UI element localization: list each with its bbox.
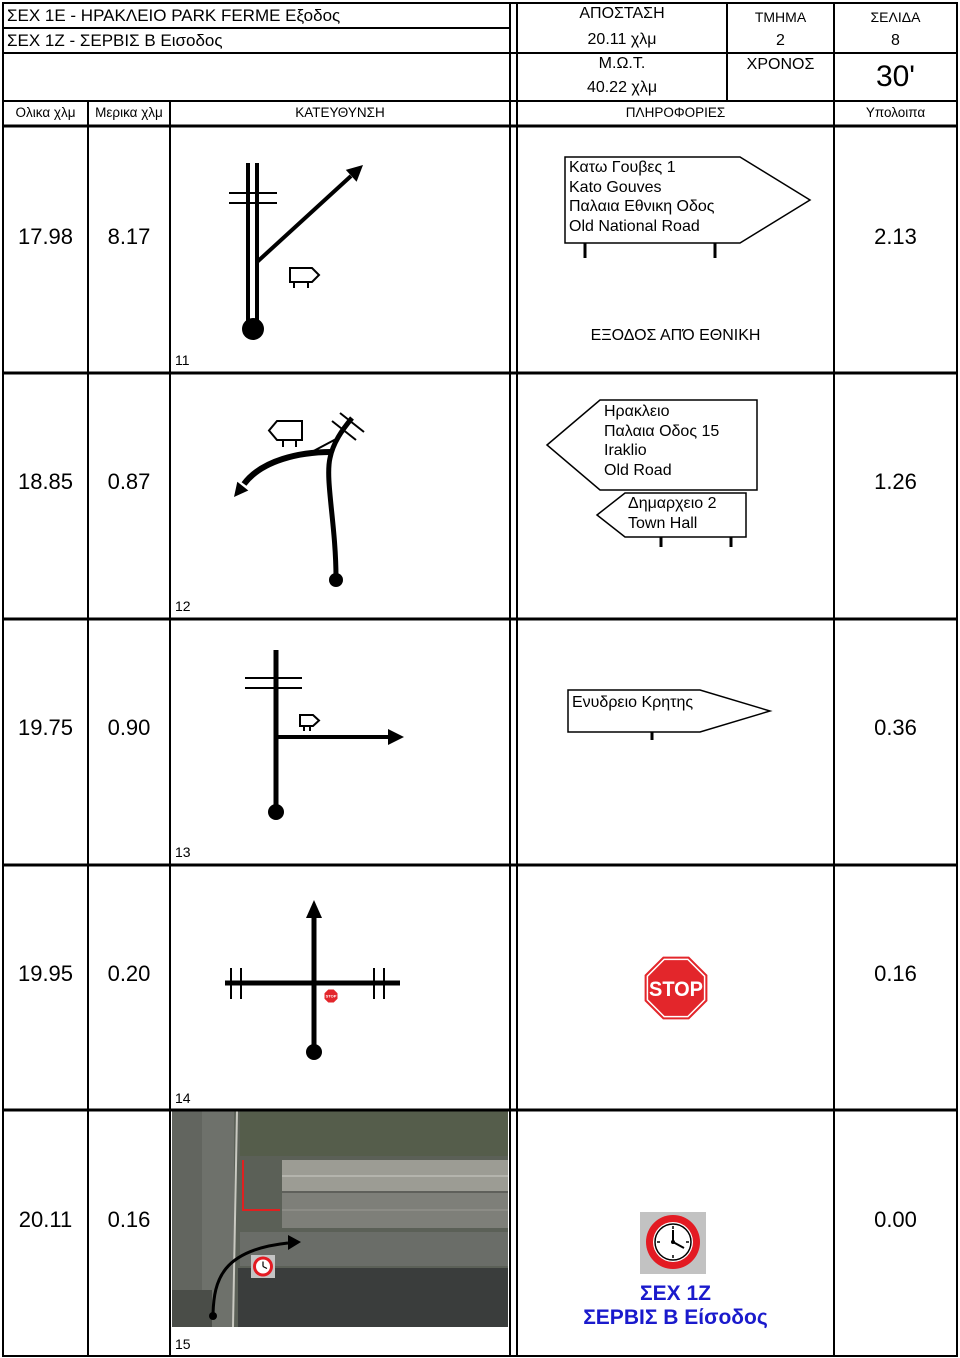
direction-arrowhead — [306, 900, 322, 918]
partial-km: 0.87 — [107, 469, 151, 494]
sign-line: Town Hall — [628, 514, 698, 532]
partial-km: 0.90 — [107, 715, 151, 740]
remaining-km: 0.36 — [874, 715, 917, 740]
remaining-km: 2.13 — [874, 224, 917, 249]
sign-line: Iraklio — [604, 442, 647, 459]
direction-arrowhead — [388, 729, 404, 745]
sign-line: Old Road — [604, 461, 672, 479]
route-start-dot — [209, 1312, 217, 1320]
avg-speed-value: 40.22 χλμ — [586, 79, 658, 96]
row-13-direction-diagram — [245, 650, 404, 820]
total-km: 18.85 — [17, 469, 74, 494]
direction-arrow-shaft — [244, 452, 331, 484]
sign-line: Δημαρχειο 2 — [628, 495, 717, 512]
row-14-direction-diagram — [225, 900, 400, 1060]
column-remaining: Υπολοιπα — [865, 105, 926, 120]
column-info: ΠΛΗΡΟΦΟΡΙΕΣ — [625, 105, 726, 120]
total-km: 20.11 — [18, 1207, 73, 1232]
direction-arrow-shaft — [257, 176, 351, 262]
sign-line: Παλαια Εθνικη Οδος — [569, 198, 715, 215]
road-sign-right-icon — [290, 268, 319, 288]
column-total-km: Ολικα χλμ — [15, 105, 76, 120]
section-value: 2 — [776, 32, 785, 49]
sign-line: Ηρακλειο — [604, 403, 670, 420]
section-label: ΤΜΗΜΑ — [754, 9, 807, 25]
sign-line: Kato Gouves — [569, 178, 662, 196]
stop-sign-icon — [645, 957, 708, 1020]
row-number: 13 — [175, 844, 191, 860]
start-dot — [329, 573, 343, 587]
row-number: 15 — [175, 1336, 191, 1352]
column-direction: ΚΑΤΕΥΘΥΝΣΗ — [295, 105, 385, 120]
partial-km: 8.17 — [107, 224, 151, 249]
time-label: ΧΡΟΝΟΣ — [746, 56, 815, 73]
sign-text — [569, 158, 715, 236]
control-subtitle: ΣΕΡΒΙΣ Β Είσοδος — [583, 1306, 768, 1329]
row-12-direction-diagram — [234, 413, 364, 587]
stage-start-title: ΣΕΧ 1Ε - ΗΡΑΚΛΕΙΟ PARK FERME Εξοδος — [7, 6, 341, 25]
partial-km: 0.20 — [107, 961, 151, 986]
sign-line: Old National Road — [569, 217, 700, 235]
start-dot — [242, 318, 264, 340]
sign-line: Παλαια Οδος 15 — [604, 422, 720, 440]
column-partial-km: Μερικα χλμ — [95, 105, 163, 120]
time-control-clock-icon — [640, 1212, 706, 1274]
avg-speed-label: Μ.Ω.Τ. — [598, 55, 646, 72]
road-sign-right-icon — [300, 715, 319, 731]
distance-value: 20.11 χλμ — [587, 31, 657, 48]
time-value: 30' — [875, 60, 916, 93]
page-value: 8 — [891, 32, 900, 49]
sign-line: Ενυδρειο Κρητης — [572, 694, 694, 711]
remaining-km: 1.26 — [874, 469, 917, 494]
remaining-km: 0.00 — [874, 1207, 917, 1232]
sign-text — [604, 402, 719, 480]
clock-icon-small — [251, 1255, 275, 1278]
stage-end-title: ΣΕΧ 1Ζ - ΣΕΡΒΙΣ Β Εισοδος — [7, 31, 223, 50]
start-dot — [268, 804, 284, 820]
partial-km: 0.16 — [107, 1207, 151, 1232]
row-number: 12 — [175, 598, 191, 614]
sign-text — [572, 693, 693, 713]
row-number: 14 — [175, 1090, 191, 1106]
page-label: ΣΕΛΙΔΑ — [870, 9, 921, 25]
control-title: ΣΕΧ 1Ζ — [640, 1282, 711, 1305]
start-dot — [306, 1044, 322, 1060]
total-km: 19.95 — [17, 961, 74, 986]
total-km: 17.98 — [17, 224, 74, 249]
town-hall-sign-text — [628, 494, 716, 533]
stop-sign-small-icon — [325, 990, 338, 1003]
remaining-km: 0.16 — [874, 961, 917, 986]
total-km: 19.75 — [17, 715, 74, 740]
aerial-photo — [172, 1111, 508, 1327]
stop-sign-label: STOP — [649, 978, 703, 1001]
sign-line: Κατω Γουβες 1 — [569, 159, 676, 176]
distance-label: ΑΠΟΣΤΑΣΗ — [579, 5, 665, 22]
instruction-note: ΕΞΟΔΟΣ ΑΠΌ ΕΘΝΙΚΗ — [590, 327, 761, 344]
row-number: 11 — [175, 352, 190, 368]
road-sign-left-icon — [269, 421, 302, 447]
row-11-direction-diagram — [229, 163, 363, 340]
stop-small-label: STOP — [325, 993, 337, 999]
